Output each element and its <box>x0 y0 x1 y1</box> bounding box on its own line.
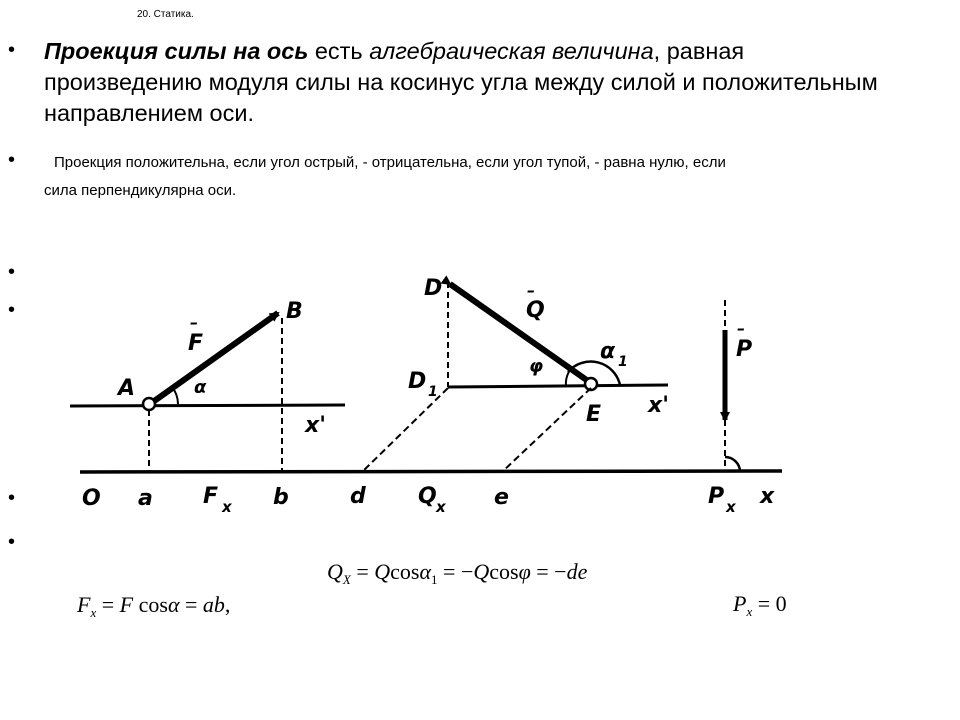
label-Px: P <box>708 484 725 509</box>
label-O: O <box>82 486 101 511</box>
label-D: D <box>424 276 443 301</box>
formula-Qx: $Q_X = Qcos\alpha_1 = -Qcos\varphi = -de$ <box>327 559 588 587</box>
label-e: e <box>494 485 509 510</box>
bullet-3: • <box>8 261 16 283</box>
label-Qx-sub: x <box>436 498 446 516</box>
bullet-6: • <box>8 531 16 553</box>
formula-Px: $P_x = 0$ <box>733 591 787 619</box>
label-alpha1-sub: 1 <box>618 354 628 370</box>
label-Fx-sub: x <box>222 498 232 516</box>
vector-F <box>150 313 278 404</box>
vector-bar-F: – <box>190 313 198 332</box>
label-b: b <box>273 485 289 510</box>
label-E: E <box>586 402 602 427</box>
label-Px-sub: x <box>726 498 736 516</box>
definition-connector: есть <box>308 38 370 64</box>
vector-bar-P: – <box>737 319 745 338</box>
label-B: B <box>286 299 303 324</box>
slide-header: 20. Статика. <box>137 9 194 20</box>
label-x1-right: x' <box>648 393 669 418</box>
vector-Q <box>450 284 588 381</box>
vector-bar-Q: – <box>527 281 535 300</box>
label-Qx: Q <box>418 484 437 509</box>
bullet-2: • <box>8 149 16 171</box>
definition-term: Проекция силы на ось <box>44 38 309 64</box>
label-alpha: α <box>194 377 207 398</box>
dash-D1d <box>362 388 448 472</box>
definition-rest: , равная произведению модуля силы на косинус угла между силой и положительным направлением оси. <box>44 38 878 126</box>
bullet-1: • <box>8 39 16 61</box>
bullet-4: • <box>8 299 16 321</box>
label-D1-sub: 1 <box>428 384 438 400</box>
axis-x1-right <box>448 385 668 387</box>
label-d: d <box>350 484 366 509</box>
sign-rule-line1: Проекция положительна, если угол острый, - отрицательна, если угол тупой, - равна нулю, если <box>54 154 726 171</box>
label-A: A <box>118 376 136 401</box>
label-x-axis: x <box>760 484 775 509</box>
label-a: a <box>138 486 153 511</box>
sign-rule-line2: сила перпендикулярна оси. <box>44 182 237 199</box>
dash-Ee <box>502 388 591 472</box>
label-Q: Q <box>526 298 545 323</box>
label-D1: D <box>408 369 427 394</box>
label-alpha1: α <box>600 339 616 364</box>
label-F: F <box>188 331 204 356</box>
definition-term2: алгебраическая величина <box>369 38 654 64</box>
label-phi: φ <box>529 356 544 377</box>
label-x1-left: x' <box>305 413 326 438</box>
formula-Fx: $F_x = F$ cosα = ab, <box>77 592 231 620</box>
point-A <box>143 398 155 410</box>
angle-phi-arc <box>566 370 570 386</box>
bullet-5: • <box>8 487 16 509</box>
axis-x1-left <box>70 405 345 406</box>
label-P: P <box>736 337 753 362</box>
label-Fx: F <box>203 484 219 509</box>
main-axis <box>80 471 782 472</box>
right-angle-arc <box>725 457 740 471</box>
